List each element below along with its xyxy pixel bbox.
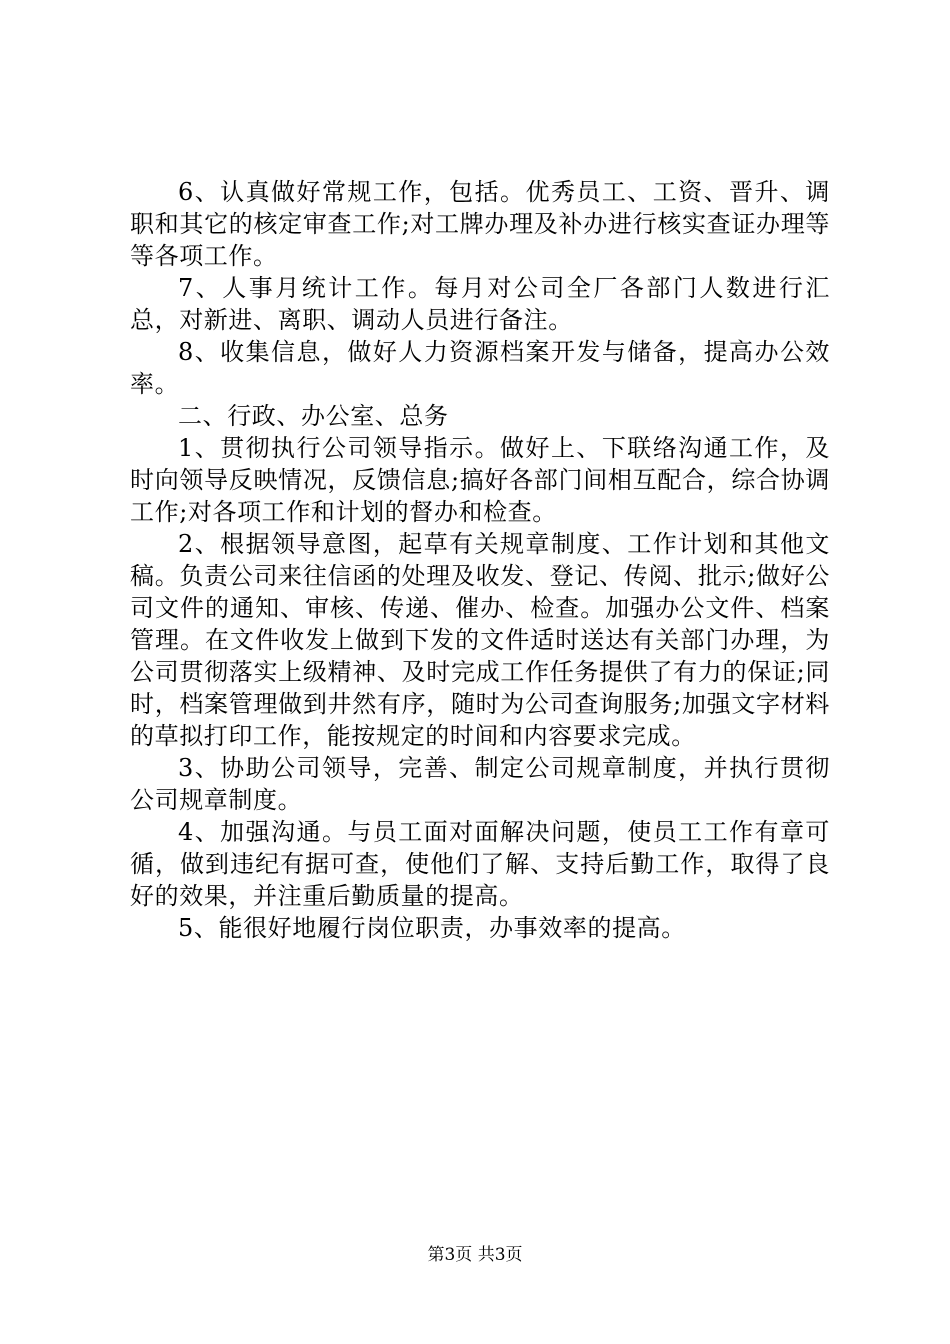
paragraph-item-3: 3、协助公司领导，完善、制定公司规章制度，并执行贯彻公司规章制度。 <box>130 754 830 814</box>
paragraph-item-2: 2、根据领导意图，起草有关规章制度、工作计划和其他文稿。负责公司来往信函的处理及收发、登记、传阅、批示;做好公司文件的通知、审核、传递、催办、检查。加强办公文件、档案管理。在文件收发上做到下发的文件适时送达有关部门办理，为公司贯彻落实上级精神、及时完成工作任务提供了有力的保证;同时，档案管理做到井然有序，随时为公司查询服务;加强文字材料的草拟打印工作，能按规定的时间和内容要求完成。 <box>130 530 830 750</box>
paragraph-item-4: 4、加强沟通。与员工面对面解决问题，使员工工作有章可循，做到违纪有据可查，使他们了解、支持后勤工作，取得了良好的效果，并注重后勤质量的提高。 <box>130 818 830 910</box>
paragraph-item-1: 1、贯彻执行公司领导指示。做好上、下联络沟通工作，及时向领导反映情况，反馈信息;搞好各部门间相互配合，综合协调工作;对各项工作和计划的督办和检查。 <box>130 434 830 526</box>
paragraph-item-5: 5、能很好地履行岗位职责，办事效率的提高。 <box>178 914 686 942</box>
document-body <box>130 176 830 944</box>
page-number-footer: 第3页 共3页 <box>427 1245 523 1265</box>
paragraph-item-8: 8、收集信息，做好人力资源档案开发与储备，提高办公效率。 <box>130 338 830 398</box>
section-heading-admin: 二、行政、办公室、总务 <box>178 402 449 430</box>
paragraph-item-6: 6、认真做好常规工作，包括。优秀员工、工资、晋升、调职和其它的核定审查工作;对工牌办理及补办进行核实查证办理等等各项工作。 <box>130 178 830 270</box>
paragraph-item-7: 7、人事月统计工作。每月对公司全厂各部门人数进行汇总，对新进、离职、调动人员进行备注。 <box>130 274 830 334</box>
